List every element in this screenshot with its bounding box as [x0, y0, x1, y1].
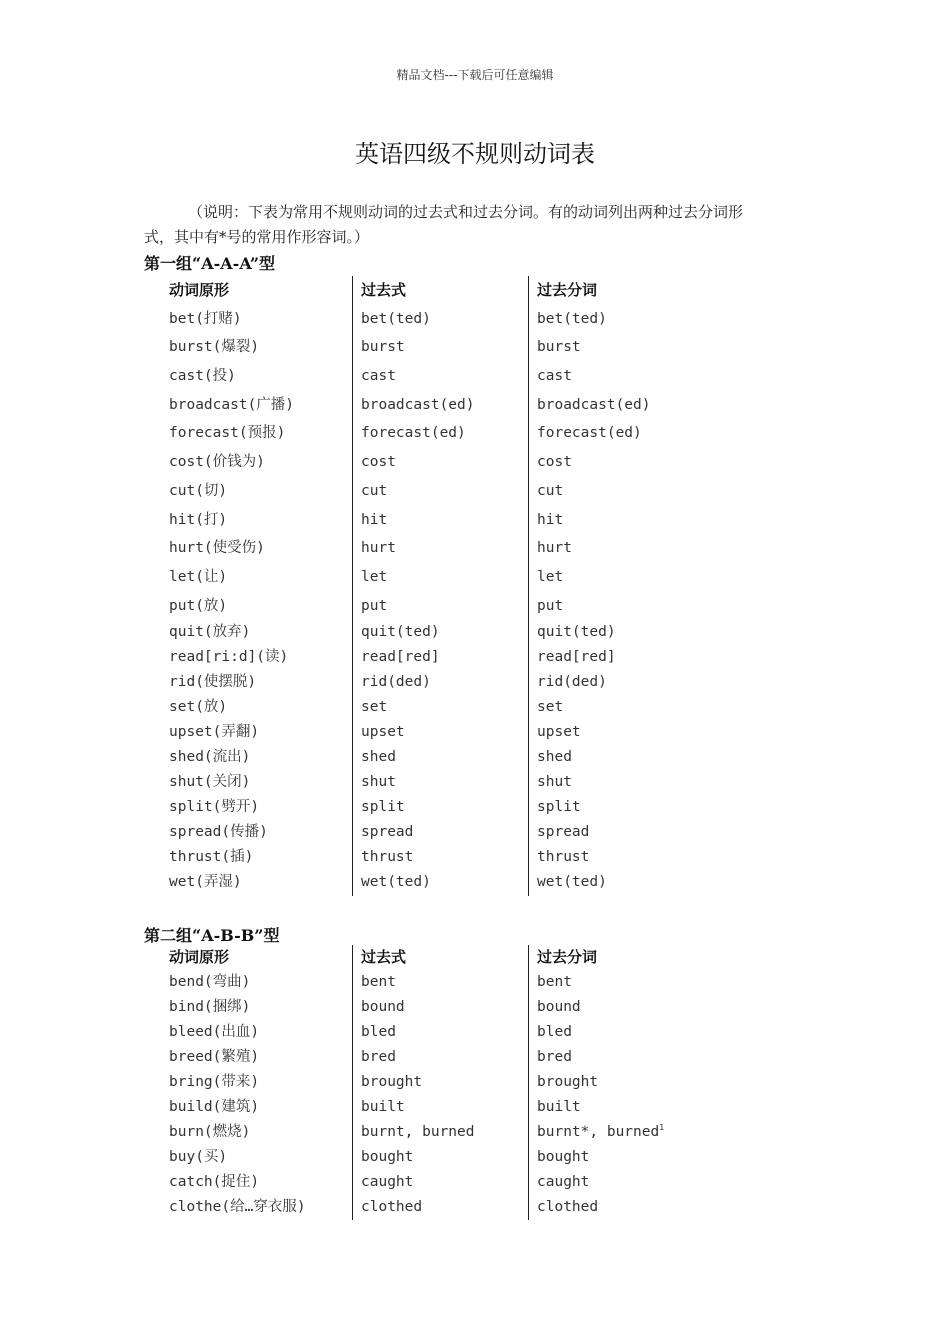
past-tense-cell: shut [361, 774, 396, 791]
past-tense-cell: hit [361, 511, 388, 528]
past-tense-cell: split [361, 799, 405, 816]
table-row [144, 1195, 704, 1220]
past-participle-cell: set [537, 699, 564, 716]
page-header: 精品文档---下载后可任意编辑 [396, 68, 554, 82]
base-form-cell: set(放) [169, 699, 228, 716]
base-form-cell: upset(弄翻) [169, 724, 260, 741]
past-tense-cell: bred [361, 1049, 396, 1065]
table-row [144, 720, 704, 745]
past-tense-cell: 过去式 [361, 948, 407, 966]
table-header-row [144, 945, 704, 970]
table-row [144, 1145, 704, 1170]
base-form-cell: forecast(预报) [169, 425, 286, 442]
base-form-cell: broadcast(广播) [169, 396, 295, 413]
base-form-cell: bring(带来) [169, 1074, 260, 1090]
past-participle-cell: cost [537, 454, 572, 471]
past-participle-cell: bought [537, 1149, 590, 1165]
table-row [144, 870, 704, 895]
base-form-cell: shut(关闭) [169, 774, 251, 791]
table-row [144, 995, 704, 1020]
table-row [144, 695, 704, 720]
past-tense-cell: wet(ted) [361, 874, 431, 891]
past-participle-cell: rid(ded) [537, 674, 607, 691]
base-form-cell: 动词原形 [169, 948, 230, 966]
table-row [144, 563, 704, 592]
base-form-cell: breed(繁殖) [169, 1049, 260, 1065]
past-participle-cell: 过去分词 [537, 281, 598, 299]
table-row [144, 795, 704, 820]
footnote-mark: 1 [659, 1123, 665, 1133]
base-form-cell: wet(弄湿) [169, 874, 242, 891]
base-form-cell: quit(放弃) [169, 624, 251, 641]
base-form-cell: bind(捆绑) [169, 999, 251, 1015]
base-form-cell: rid(使摆脱) [169, 674, 257, 691]
past-tense-cell: let [361, 568, 388, 585]
past-participle-cell: bred [537, 1049, 572, 1065]
base-form-cell: split(劈开) [169, 799, 260, 816]
past-participle-cell: clothed [537, 1199, 599, 1215]
past-participle-cell: hit [537, 511, 564, 528]
past-tense-cell: brought [361, 1074, 423, 1090]
past-tense-cell: caught [361, 1174, 414, 1190]
base-form-cell: spread(传播) [169, 824, 268, 841]
group2-table [144, 945, 704, 1220]
past-tense-cell: broadcast(ed) [361, 396, 475, 413]
past-tense-cell: hurt [361, 540, 396, 557]
table-row [144, 362, 704, 391]
base-form-cell: hurt(使受伤) [169, 540, 265, 557]
base-form-cell: thrust(插) [169, 849, 254, 866]
past-participle-cell: let [537, 568, 564, 585]
past-tense-cell: burnt, burned [361, 1124, 475, 1140]
note-line-2: 式，其中有*号的常用作形容词。） [144, 228, 370, 246]
past-tense-cell: cost [361, 454, 396, 471]
past-tense-cell: 过去式 [361, 281, 407, 299]
past-participle-cell: cast [537, 368, 572, 385]
table-header-row [144, 276, 704, 305]
base-form-cell: cost(价钱为) [169, 454, 265, 471]
past-participle-cell: caught [537, 1174, 590, 1190]
note-paragraph [144, 200, 814, 250]
table-row [144, 1095, 704, 1120]
group2-title: 第二组“A-B-B”型 [144, 926, 280, 945]
base-form-cell: burst(爆裂) [169, 339, 260, 356]
table-row [144, 1070, 704, 1095]
table-row [144, 305, 704, 334]
base-form-cell: bleed(出血) [169, 1024, 260, 1040]
base-form-cell: build(建筑) [169, 1099, 260, 1115]
table-row [144, 1170, 704, 1195]
table-row [144, 620, 704, 645]
past-participle-cell: bet(ted) [537, 310, 607, 327]
past-tense-cell: thrust [361, 849, 414, 866]
table-row [144, 1045, 704, 1070]
table-row [144, 970, 704, 995]
past-participle-cell: shed [537, 749, 572, 766]
past-participle-cell: brought [537, 1074, 599, 1090]
group1-table [144, 276, 704, 895]
table-row [144, 534, 704, 563]
table-row [144, 820, 704, 845]
past-participle-cell: 过去分词 [537, 948, 598, 966]
past-participle-cell: shut [537, 774, 572, 791]
past-tense-cell: bound [361, 999, 405, 1015]
table-row [144, 770, 704, 795]
base-form-cell: cast(投) [169, 368, 236, 385]
base-form-cell: buy(买) [169, 1149, 228, 1165]
past-tense-cell: rid(ded) [361, 674, 431, 691]
past-participle-cell: hurt [537, 540, 572, 557]
base-form-cell: burn(燃烧) [169, 1124, 251, 1140]
past-participle-cell: broadcast(ed) [537, 396, 651, 413]
table-row [144, 845, 704, 870]
past-tense-cell: bought [361, 1149, 414, 1165]
base-form-cell: clothe(给…穿衣服) [169, 1199, 306, 1215]
table-row [144, 1020, 704, 1045]
past-participle-cell: thrust [537, 849, 590, 866]
past-participle-cell: built [537, 1099, 581, 1115]
past-participle-cell: bound [537, 999, 581, 1015]
past-participle-cell: split [537, 799, 581, 816]
group1-title: 第一组“A-A-A”型 [144, 254, 276, 273]
table-row [144, 477, 704, 506]
table-row [144, 1120, 704, 1145]
past-tense-cell: bled [361, 1024, 396, 1040]
table-row [144, 592, 704, 621]
table-row [144, 745, 704, 770]
past-participle-cell: bent [537, 974, 572, 990]
past-participle-cell: cut [537, 482, 564, 499]
past-participle-cell: quit(ted) [537, 624, 616, 641]
past-tense-cell: set [361, 699, 388, 716]
table-row [144, 419, 704, 448]
past-participle-cell: burst [537, 339, 581, 356]
past-participle-cell: forecast(ed) [537, 425, 642, 442]
past-tense-cell: read[red] [361, 649, 440, 666]
past-tense-cell: bet(ted) [361, 310, 431, 327]
document-title: 英语四级不规则动词表 [355, 140, 595, 168]
base-form-cell: 动词原形 [169, 281, 230, 299]
past-participle-cell: spread [537, 824, 590, 841]
past-tense-cell: burst [361, 339, 405, 356]
past-tense-cell: quit(ted) [361, 624, 440, 641]
base-form-cell: bend(弯曲) [169, 974, 251, 990]
past-tense-cell: spread [361, 824, 414, 841]
base-form-cell: read[ri:d](读) [169, 649, 289, 666]
past-participle-cell: read[red] [537, 649, 616, 666]
past-participle-cell: wet(ted) [537, 874, 607, 891]
table-row [144, 506, 704, 535]
past-participle-cell: bled [537, 1024, 572, 1040]
table-row [144, 391, 704, 420]
past-tense-cell: bent [361, 974, 396, 990]
base-form-cell: shed(流出) [169, 749, 251, 766]
base-form-cell: bet(打赌) [169, 310, 242, 327]
base-form-cell: let(让) [169, 568, 228, 585]
past-participle-cell: burnt*, burned$^1$ [537, 1123, 665, 1140]
note-line-1: （说明：下表为常用不规则动词的过去式和过去分词。有的动词列出两种过去分词形 [188, 203, 744, 221]
base-form-cell: hit(打) [169, 511, 228, 528]
base-form-cell: put(放) [169, 597, 228, 614]
past-participle-cell: upset [537, 724, 581, 741]
table-row [144, 645, 704, 670]
table-row [144, 670, 704, 695]
base-form-cell: catch(捉住) [169, 1174, 260, 1190]
past-tense-cell: built [361, 1099, 405, 1115]
table-row [144, 333, 704, 362]
past-tense-cell: clothed [361, 1199, 423, 1215]
table-row [144, 448, 704, 477]
past-tense-cell: shed [361, 749, 396, 766]
past-tense-cell: cast [361, 368, 396, 385]
past-tense-cell: forecast(ed) [361, 425, 466, 442]
past-tense-cell: put [361, 597, 388, 614]
base-form-cell: cut(切) [169, 482, 228, 499]
past-tense-cell: upset [361, 724, 405, 741]
past-participle-cell: put [537, 597, 564, 614]
past-tense-cell: cut [361, 482, 388, 499]
